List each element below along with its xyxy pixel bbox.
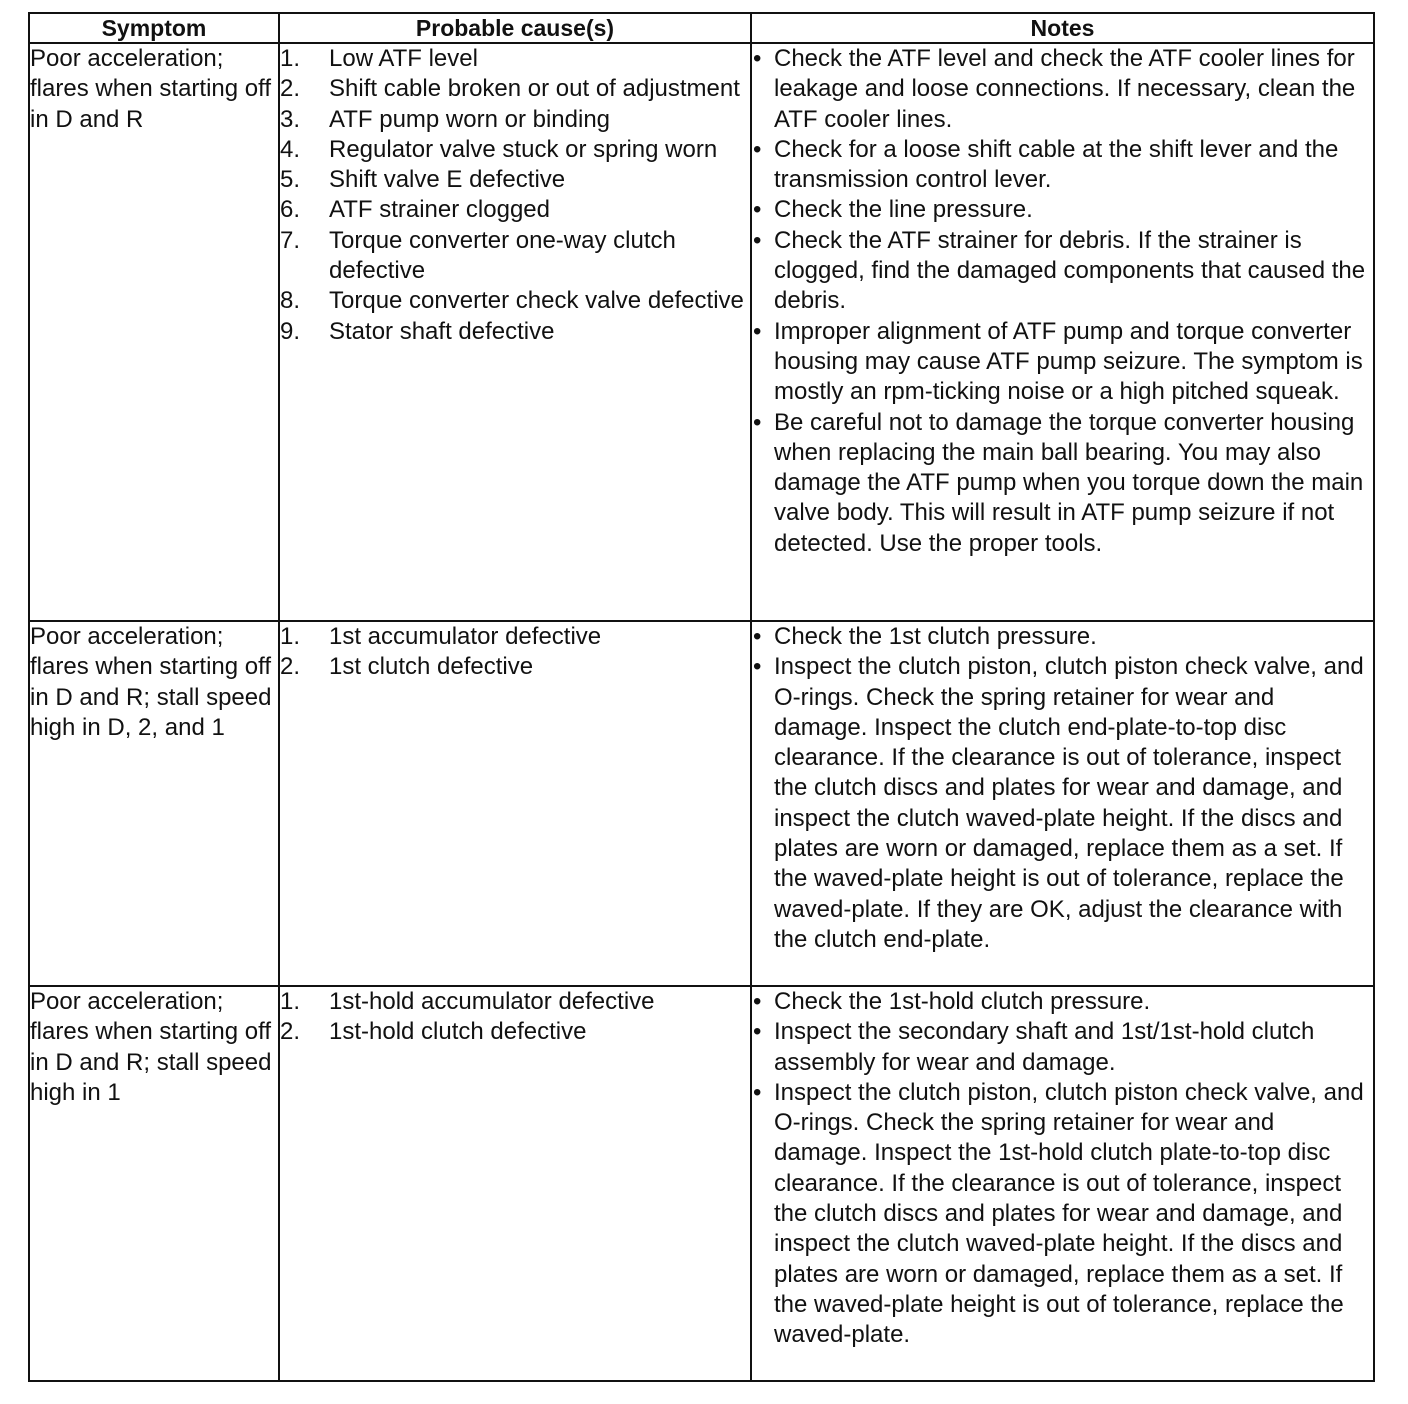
note-text: Improper alignment of ATF pump and torque converter housing may cause ATF pump seizure. The symptom is mostly an rpm-ticking noise or a high pitched squeak.	[774, 317, 1363, 406]
cause-item	[280, 105, 750, 135]
note-item	[752, 1017, 1373, 1078]
cause-text: Torque converter one-way clutch defective	[329, 226, 676, 285]
symptom-cell: Poor acceleration; flares when starting off in D and R; stall speed high in D, 2, and 1	[29, 621, 279, 986]
note-text: Check the 1st clutch pressure.	[774, 623, 1097, 650]
note-item	[752, 226, 1373, 317]
cause-text: Regulator valve stuck or spring worn	[329, 135, 718, 163]
note-item	[752, 622, 1373, 652]
probable-causes-header: Probable cause(s)	[279, 13, 751, 43]
table-row	[29, 986, 1374, 1381]
symptom-cell: Poor acceleration; flares when starting off in D and R; stall speed high in 1	[29, 986, 279, 1381]
note-item	[752, 987, 1373, 1017]
note-text: Check the ATF strainer for debris. If the strainer is clogged, find the damaged components that caused the debris.	[774, 226, 1366, 315]
cause-number: 1.	[280, 988, 301, 1015]
bullet-icon: •	[753, 226, 762, 254]
cause-text: 1st-hold clutch defective	[329, 1018, 587, 1046]
bullet-icon: •	[753, 623, 762, 650]
cause-text: Low ATF level	[329, 45, 478, 72]
cause-item	[280, 622, 750, 652]
note-item	[752, 195, 1373, 225]
troubleshooting-table	[28, 12, 1375, 1382]
note-text: Be careful not to damage the torque converter housing when replacing the main ball bearing. You may also damage the ATF pump when you torque down the main valve body. This will result in ATF pump seizure if not detected. Use the proper tools.	[774, 408, 1364, 557]
symptom-cell: Poor acceleration; flares when starting off in D and R	[29, 43, 279, 621]
cause-text: 1st accumulator defective	[329, 623, 602, 650]
notes-cell	[751, 986, 1374, 1381]
cause-text: ATF pump worn or binding	[329, 105, 611, 133]
cause-item	[280, 652, 750, 682]
note-text: Inspect the clutch piston, clutch piston check valve, and O-rings. Check the spring retainer for wear and damage. Inspect the clutch end-plate-to-top disc clearance. If the clearance is out of tolerance, inspect the clutch discs and plates for wear and damage, and inspect the clutch waved-plate height. If the discs and plates are worn or damaged, replace them as a set. If the waved-plate height is out of tolerance, replace the waved-plate. If they are OK, adjust the clearance with the clutch end-plate.	[774, 653, 1364, 953]
note-list	[752, 44, 1373, 559]
table-row	[29, 43, 1374, 621]
cause-text: Shift valve E defective	[329, 166, 566, 194]
header-row	[29, 13, 1374, 43]
note-item	[752, 408, 1373, 559]
bullet-icon: •	[753, 653, 762, 681]
cause-number: 6.	[280, 196, 301, 224]
cause-item	[280, 317, 750, 347]
cause-item	[280, 135, 750, 165]
note-item	[752, 317, 1373, 408]
bullet-icon: •	[753, 196, 762, 224]
bullet-icon: •	[753, 45, 762, 72]
bullet-icon: •	[753, 408, 762, 436]
cause-item	[280, 44, 750, 74]
cause-number: 9.	[280, 317, 301, 345]
note-text: Check the 1st-hold clutch pressure.	[774, 988, 1151, 1015]
cause-number: 2.	[280, 1018, 301, 1046]
causes-cell	[279, 986, 751, 1381]
cause-item	[280, 1017, 750, 1047]
notes-cell	[751, 621, 1374, 986]
bullet-icon: •	[753, 1078, 762, 1106]
cause-text: ATF strainer clogged	[329, 196, 550, 224]
cause-text: Shift cable broken or out of adjustment	[329, 75, 740, 103]
bullet-icon: •	[753, 988, 762, 1015]
cause-item	[280, 226, 750, 287]
cause-number: 2.	[280, 75, 301, 103]
causes-cell	[279, 621, 751, 986]
cause-list	[280, 622, 750, 683]
cause-item	[280, 987, 750, 1017]
note-list	[752, 622, 1373, 955]
cause-text: Stator shaft defective	[329, 317, 555, 345]
note-item	[752, 135, 1373, 196]
cause-item	[280, 195, 750, 225]
note-text: Check the ATF level and check the ATF cooler lines for leakage and loose connections. If necessary, clean the ATF cooler lines.	[774, 45, 1356, 133]
cause-number: 2.	[280, 653, 301, 681]
note-text: Inspect the clutch piston, clutch piston check valve, and O-rings. Check the spring retainer for wear and damage. Inspect the 1st-hold clutch plate-to-top disc clearance. If the clearance is out of tolerance, inspect the clutch discs and plates for wear and damage, and inspect the clutch waved-plate height. If the discs and plates are worn or damaged, replace them as a set. If the waved-plate height is out of tolerance, replace the waved-plate.	[774, 1078, 1364, 1349]
cause-number: 3.	[280, 105, 301, 133]
cause-list	[280, 44, 750, 347]
cause-number: 1.	[280, 45, 301, 72]
cause-list	[280, 987, 750, 1048]
cause-item	[280, 165, 750, 195]
bullet-icon: •	[753, 317, 762, 345]
cause-text: Torque converter check valve defective	[329, 287, 744, 315]
cause-number: 1.	[280, 623, 301, 650]
notes-cell	[751, 43, 1374, 621]
note-item	[752, 652, 1373, 955]
cause-number: 8.	[280, 287, 301, 315]
table-row	[29, 621, 1374, 986]
cause-number: 7.	[280, 226, 301, 254]
symptom-header: Symptom	[29, 13, 279, 43]
note-list	[752, 987, 1373, 1351]
cause-item	[280, 74, 750, 104]
note-text: Inspect the secondary shaft and 1st/1st-hold clutch assembly for wear and damage.	[774, 1018, 1315, 1076]
cause-number: 5.	[280, 166, 301, 194]
cause-text: 1st clutch defective	[329, 653, 534, 681]
cause-number: 4.	[280, 135, 301, 163]
causes-cell	[279, 43, 751, 621]
note-text: Check the line pressure.	[774, 196, 1033, 224]
cause-item	[280, 286, 750, 316]
note-text: Check for a loose shift cable at the shift lever and the transmission control lever.	[774, 135, 1339, 194]
cause-text: 1st-hold accumulator defective	[329, 988, 655, 1015]
note-item	[752, 1078, 1373, 1351]
bullet-icon: •	[753, 135, 762, 163]
notes-header: Notes	[751, 13, 1374, 43]
note-item	[752, 44, 1373, 135]
bullet-icon: •	[753, 1018, 762, 1046]
